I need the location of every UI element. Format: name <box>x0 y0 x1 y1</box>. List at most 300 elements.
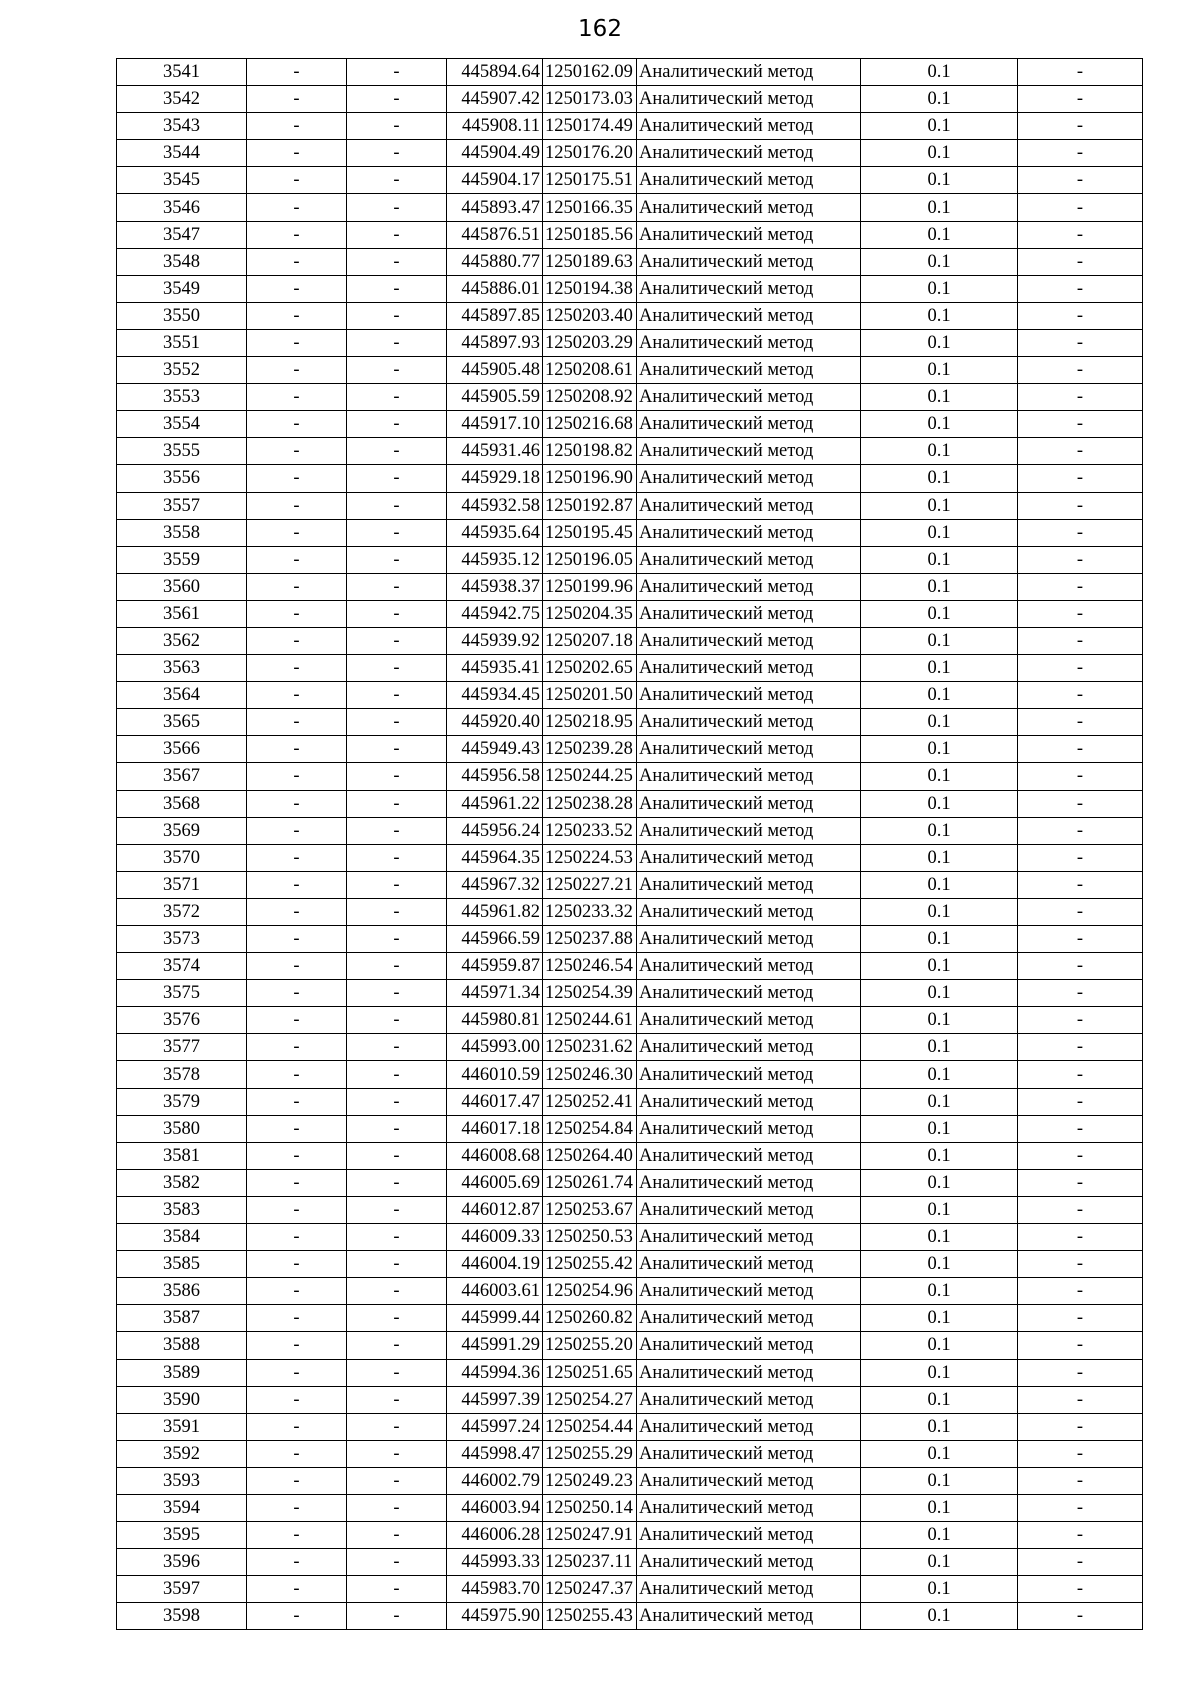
column-2-cell: - <box>247 926 347 953</box>
column-3-cell: - <box>347 763 447 790</box>
point-number-cell: 3578 <box>117 1061 247 1088</box>
accuracy-cell: 0.1 <box>861 302 1018 329</box>
method-cell: Аналитический метод <box>637 86 861 113</box>
accuracy-cell: 0.1 <box>861 411 1018 438</box>
table-row <box>117 980 1143 1007</box>
accuracy-cell: 0.1 <box>861 926 1018 953</box>
column-8-cell: - <box>1018 1467 1143 1494</box>
point-number-cell: 3588 <box>117 1332 247 1359</box>
y-coordinate-cell: 1250175.51 <box>543 167 637 194</box>
column-8-cell: - <box>1018 1522 1143 1549</box>
y-coordinate-cell: 1250254.44 <box>543 1413 637 1440</box>
point-number-cell: 3558 <box>117 519 247 546</box>
y-coordinate-cell: 1250233.32 <box>543 898 637 925</box>
column-8-cell: - <box>1018 926 1143 953</box>
column-8-cell: - <box>1018 600 1143 627</box>
page-number: 162 <box>578 16 622 42</box>
point-number-cell: 3551 <box>117 329 247 356</box>
column-3-cell: - <box>347 1305 447 1332</box>
column-2-cell: - <box>247 1305 347 1332</box>
column-8-cell: - <box>1018 980 1143 1007</box>
column-8-cell: - <box>1018 1278 1143 1305</box>
method-cell: Аналитический метод <box>637 1224 861 1251</box>
y-coordinate-cell: 1250203.40 <box>543 302 637 329</box>
x-coordinate-cell: 445942.75 <box>447 600 543 627</box>
column-2-cell: - <box>247 221 347 248</box>
x-coordinate-cell: 445897.93 <box>447 329 543 356</box>
column-8-cell: - <box>1018 573 1143 600</box>
column-2-cell: - <box>247 302 347 329</box>
accuracy-cell: 0.1 <box>861 763 1018 790</box>
column-2-cell: - <box>247 1467 347 1494</box>
x-coordinate-cell: 445931.46 <box>447 438 543 465</box>
x-coordinate-cell: 446003.94 <box>447 1494 543 1521</box>
method-cell: Аналитический метод <box>637 709 861 736</box>
column-8-cell: - <box>1018 790 1143 817</box>
column-3-cell: - <box>347 1386 447 1413</box>
y-coordinate-cell: 1250201.50 <box>543 682 637 709</box>
table-row <box>117 140 1143 167</box>
method-cell: Аналитический метод <box>637 438 861 465</box>
column-2-cell: - <box>247 980 347 1007</box>
column-3-cell: - <box>347 736 447 763</box>
column-8-cell: - <box>1018 357 1143 384</box>
column-8-cell: - <box>1018 492 1143 519</box>
column-8-cell: - <box>1018 329 1143 356</box>
method-cell: Аналитический метод <box>637 167 861 194</box>
accuracy-cell: 0.1 <box>861 627 1018 654</box>
table-row <box>117 600 1143 627</box>
y-coordinate-cell: 1250246.54 <box>543 953 637 980</box>
x-coordinate-cell: 445939.92 <box>447 627 543 654</box>
accuracy-cell: 0.1 <box>861 1386 1018 1413</box>
column-8-cell: - <box>1018 1142 1143 1169</box>
point-number-cell: 3596 <box>117 1549 247 1576</box>
point-number-cell: 3548 <box>117 248 247 275</box>
method-cell: Аналитический метод <box>637 1386 861 1413</box>
table-row <box>117 1603 1143 1630</box>
method-cell: Аналитический метод <box>637 980 861 1007</box>
y-coordinate-cell: 1250247.91 <box>543 1522 637 1549</box>
accuracy-cell: 0.1 <box>861 1251 1018 1278</box>
column-2-cell: - <box>247 573 347 600</box>
point-number-cell: 3552 <box>117 357 247 384</box>
accuracy-cell: 0.1 <box>861 113 1018 140</box>
column-2-cell: - <box>247 329 347 356</box>
accuracy-cell: 0.1 <box>861 1224 1018 1251</box>
column-3-cell: - <box>347 1576 447 1603</box>
x-coordinate-cell: 445917.10 <box>447 411 543 438</box>
point-number-cell: 3590 <box>117 1386 247 1413</box>
accuracy-cell: 0.1 <box>861 1467 1018 1494</box>
x-coordinate-cell: 445991.29 <box>447 1332 543 1359</box>
method-cell: Аналитический метод <box>637 140 861 167</box>
column-2-cell: - <box>247 113 347 140</box>
accuracy-cell: 0.1 <box>861 898 1018 925</box>
column-2-cell: - <box>247 709 347 736</box>
y-coordinate-cell: 1250250.53 <box>543 1224 637 1251</box>
column-8-cell: - <box>1018 465 1143 492</box>
column-2-cell: - <box>247 1549 347 1576</box>
table-row <box>117 492 1143 519</box>
accuracy-cell: 0.1 <box>861 438 1018 465</box>
accuracy-cell: 0.1 <box>861 655 1018 682</box>
column-3-cell: - <box>347 1494 447 1521</box>
column-3-cell: - <box>347 898 447 925</box>
accuracy-cell: 0.1 <box>861 1359 1018 1386</box>
column-8-cell: - <box>1018 1007 1143 1034</box>
column-2-cell: - <box>247 519 347 546</box>
table-row <box>117 573 1143 600</box>
accuracy-cell: 0.1 <box>861 194 1018 221</box>
y-coordinate-cell: 1250196.05 <box>543 546 637 573</box>
y-coordinate-cell: 1250204.35 <box>543 600 637 627</box>
x-coordinate-cell: 445959.87 <box>447 953 543 980</box>
point-number-cell: 3547 <box>117 221 247 248</box>
column-8-cell: - <box>1018 194 1143 221</box>
accuracy-cell: 0.1 <box>861 384 1018 411</box>
y-coordinate-cell: 1250208.61 <box>543 357 637 384</box>
point-number-cell: 3579 <box>117 1088 247 1115</box>
x-coordinate-cell: 445905.59 <box>447 384 543 411</box>
y-coordinate-cell: 1250253.67 <box>543 1196 637 1223</box>
x-coordinate-cell: 445893.47 <box>447 194 543 221</box>
table-row <box>117 682 1143 709</box>
column-3-cell: - <box>347 1413 447 1440</box>
column-8-cell: - <box>1018 655 1143 682</box>
y-coordinate-cell: 1250194.38 <box>543 275 637 302</box>
method-cell: Аналитический метод <box>637 1494 861 1521</box>
column-2-cell: - <box>247 790 347 817</box>
column-3-cell: - <box>347 275 447 302</box>
point-number-cell: 3567 <box>117 763 247 790</box>
x-coordinate-cell: 445880.77 <box>447 248 543 275</box>
point-number-cell: 3593 <box>117 1467 247 1494</box>
method-cell: Аналитический метод <box>637 1467 861 1494</box>
accuracy-cell: 0.1 <box>861 492 1018 519</box>
column-8-cell: - <box>1018 1305 1143 1332</box>
method-cell: Аналитический метод <box>637 1142 861 1169</box>
table-row <box>117 817 1143 844</box>
table-row <box>117 736 1143 763</box>
accuracy-cell: 0.1 <box>861 167 1018 194</box>
column-8-cell: - <box>1018 1169 1143 1196</box>
y-coordinate-cell: 1250202.65 <box>543 655 637 682</box>
x-coordinate-cell: 445935.12 <box>447 546 543 573</box>
x-coordinate-cell: 446017.47 <box>447 1088 543 1115</box>
column-8-cell: - <box>1018 898 1143 925</box>
accuracy-cell: 0.1 <box>861 1088 1018 1115</box>
table-row <box>117 1278 1143 1305</box>
method-cell: Аналитический метод <box>637 384 861 411</box>
column-3-cell: - <box>347 329 447 356</box>
accuracy-cell: 0.1 <box>861 1169 1018 1196</box>
column-3-cell: - <box>347 600 447 627</box>
column-2-cell: - <box>247 357 347 384</box>
column-2-cell: - <box>247 465 347 492</box>
column-3-cell: - <box>347 627 447 654</box>
y-coordinate-cell: 1250196.90 <box>543 465 637 492</box>
y-coordinate-cell: 1250189.63 <box>543 248 637 275</box>
y-coordinate-cell: 1250249.23 <box>543 1467 637 1494</box>
column-8-cell: - <box>1018 817 1143 844</box>
table-row <box>117 1224 1143 1251</box>
point-number-cell: 3595 <box>117 1522 247 1549</box>
column-3-cell: - <box>347 465 447 492</box>
column-2-cell: - <box>247 1494 347 1521</box>
y-coordinate-cell: 1250250.14 <box>543 1494 637 1521</box>
column-2-cell: - <box>247 1169 347 1196</box>
point-number-cell: 3563 <box>117 655 247 682</box>
point-number-cell: 3555 <box>117 438 247 465</box>
x-coordinate-cell: 446017.18 <box>447 1115 543 1142</box>
accuracy-cell: 0.1 <box>861 1549 1018 1576</box>
column-3-cell: - <box>347 1278 447 1305</box>
accuracy-cell: 0.1 <box>861 59 1018 86</box>
y-coordinate-cell: 1250254.84 <box>543 1115 637 1142</box>
method-cell: Аналитический метод <box>637 573 861 600</box>
y-coordinate-cell: 1250207.18 <box>543 627 637 654</box>
accuracy-cell: 0.1 <box>861 709 1018 736</box>
column-8-cell: - <box>1018 1359 1143 1386</box>
column-3-cell: - <box>347 194 447 221</box>
column-2-cell: - <box>247 655 347 682</box>
point-number-cell: 3583 <box>117 1196 247 1223</box>
column-8-cell: - <box>1018 384 1143 411</box>
point-number-cell: 3577 <box>117 1034 247 1061</box>
column-3-cell: - <box>347 1034 447 1061</box>
column-2-cell: - <box>247 194 347 221</box>
column-2-cell: - <box>247 1440 347 1467</box>
y-coordinate-cell: 1250224.53 <box>543 844 637 871</box>
point-number-cell: 3597 <box>117 1576 247 1603</box>
point-number-cell: 3594 <box>117 1494 247 1521</box>
x-coordinate-cell: 446004.19 <box>447 1251 543 1278</box>
column-2-cell: - <box>247 384 347 411</box>
column-3-cell: - <box>347 59 447 86</box>
column-2-cell: - <box>247 1034 347 1061</box>
column-8-cell: - <box>1018 113 1143 140</box>
column-8-cell: - <box>1018 1549 1143 1576</box>
point-number-cell: 3570 <box>117 844 247 871</box>
table-row <box>117 844 1143 871</box>
column-2-cell: - <box>247 1386 347 1413</box>
method-cell: Аналитический метод <box>637 1522 861 1549</box>
point-number-cell: 3553 <box>117 384 247 411</box>
column-2-cell: - <box>247 736 347 763</box>
point-number-cell: 3565 <box>117 709 247 736</box>
accuracy-cell: 0.1 <box>861 1007 1018 1034</box>
column-3-cell: - <box>347 492 447 519</box>
point-number-cell: 3582 <box>117 1169 247 1196</box>
accuracy-cell: 0.1 <box>861 1494 1018 1521</box>
table-row <box>117 465 1143 492</box>
x-coordinate-cell: 445956.24 <box>447 817 543 844</box>
y-coordinate-cell: 1250233.52 <box>543 817 637 844</box>
y-coordinate-cell: 1250195.45 <box>543 519 637 546</box>
y-coordinate-cell: 1250251.65 <box>543 1359 637 1386</box>
method-cell: Аналитический метод <box>637 763 861 790</box>
column-2-cell: - <box>247 600 347 627</box>
x-coordinate-cell: 445949.43 <box>447 736 543 763</box>
x-coordinate-cell: 446003.61 <box>447 1278 543 1305</box>
y-coordinate-cell: 1250255.42 <box>543 1251 637 1278</box>
method-cell: Аналитический метод <box>637 926 861 953</box>
y-coordinate-cell: 1250218.95 <box>543 709 637 736</box>
table-row <box>117 329 1143 356</box>
table-row <box>117 167 1143 194</box>
method-cell: Аналитический метод <box>637 1332 861 1359</box>
column-3-cell: - <box>347 519 447 546</box>
y-coordinate-cell: 1250208.92 <box>543 384 637 411</box>
method-cell: Аналитический метод <box>637 790 861 817</box>
x-coordinate-cell: 446005.69 <box>447 1169 543 1196</box>
column-2-cell: - <box>247 86 347 113</box>
point-number-cell: 3591 <box>117 1413 247 1440</box>
table-row <box>117 357 1143 384</box>
x-coordinate-cell: 445999.44 <box>447 1305 543 1332</box>
method-cell: Аналитический метод <box>637 1549 861 1576</box>
method-cell: Аналитический метод <box>637 953 861 980</box>
table-row <box>117 411 1143 438</box>
column-8-cell: - <box>1018 682 1143 709</box>
x-coordinate-cell: 445935.41 <box>447 655 543 682</box>
table-row <box>117 1522 1143 1549</box>
y-coordinate-cell: 1250252.41 <box>543 1088 637 1115</box>
x-coordinate-cell: 445961.82 <box>447 898 543 925</box>
point-number-cell: 3561 <box>117 600 247 627</box>
method-cell: Аналитический метод <box>637 329 861 356</box>
column-3-cell: - <box>347 682 447 709</box>
table-row <box>117 1413 1143 1440</box>
accuracy-cell: 0.1 <box>861 221 1018 248</box>
table-row <box>117 221 1143 248</box>
x-coordinate-cell: 445967.32 <box>447 871 543 898</box>
accuracy-cell: 0.1 <box>861 817 1018 844</box>
column-8-cell: - <box>1018 248 1143 275</box>
point-number-cell: 3544 <box>117 140 247 167</box>
point-number-cell: 3543 <box>117 113 247 140</box>
column-3-cell: - <box>347 546 447 573</box>
accuracy-cell: 0.1 <box>861 1278 1018 1305</box>
accuracy-cell: 0.1 <box>861 1332 1018 1359</box>
y-coordinate-cell: 1250255.29 <box>543 1440 637 1467</box>
point-number-cell: 3586 <box>117 1278 247 1305</box>
y-coordinate-cell: 1250192.87 <box>543 492 637 519</box>
column-8-cell: - <box>1018 736 1143 763</box>
table-row <box>117 1061 1143 1088</box>
x-coordinate-cell: 445994.36 <box>447 1359 543 1386</box>
method-cell: Аналитический метод <box>637 1007 861 1034</box>
accuracy-cell: 0.1 <box>861 980 1018 1007</box>
column-2-cell: - <box>247 1359 347 1386</box>
column-8-cell: - <box>1018 1576 1143 1603</box>
table-row <box>117 546 1143 573</box>
point-number-cell: 3569 <box>117 817 247 844</box>
accuracy-cell: 0.1 <box>861 546 1018 573</box>
x-coordinate-cell: 445907.42 <box>447 86 543 113</box>
method-cell: Аналитический метод <box>637 1115 861 1142</box>
point-number-cell: 3554 <box>117 411 247 438</box>
method-cell: Аналитический метод <box>637 59 861 86</box>
table-row <box>117 953 1143 980</box>
table-row <box>117 248 1143 275</box>
x-coordinate-cell: 445904.17 <box>447 167 543 194</box>
method-cell: Аналитический метод <box>637 844 861 871</box>
x-coordinate-cell: 445886.01 <box>447 275 543 302</box>
point-number-cell: 3584 <box>117 1224 247 1251</box>
column-3-cell: - <box>347 1007 447 1034</box>
coordinates-table <box>116 58 1143 1630</box>
point-number-cell: 3568 <box>117 790 247 817</box>
column-3-cell: - <box>347 655 447 682</box>
column-3-cell: - <box>347 1522 447 1549</box>
x-coordinate-cell: 445938.37 <box>447 573 543 600</box>
table-row <box>117 709 1143 736</box>
column-8-cell: - <box>1018 953 1143 980</box>
column-3-cell: - <box>347 1169 447 1196</box>
x-coordinate-cell: 445993.00 <box>447 1034 543 1061</box>
column-8-cell: - <box>1018 1115 1143 1142</box>
point-number-cell: 3572 <box>117 898 247 925</box>
column-2-cell: - <box>247 1278 347 1305</box>
x-coordinate-cell: 446002.79 <box>447 1467 543 1494</box>
x-coordinate-cell: 445894.64 <box>447 59 543 86</box>
x-coordinate-cell: 445983.70 <box>447 1576 543 1603</box>
table-row <box>117 384 1143 411</box>
table-row <box>117 1332 1143 1359</box>
method-cell: Аналитический метод <box>637 1305 861 1332</box>
method-cell: Аналитический метод <box>637 1061 861 1088</box>
point-number-cell: 3556 <box>117 465 247 492</box>
method-cell: Аналитический метод <box>637 1278 861 1305</box>
column-8-cell: - <box>1018 1061 1143 1088</box>
column-2-cell: - <box>247 627 347 654</box>
y-coordinate-cell: 1250255.20 <box>543 1332 637 1359</box>
column-8-cell: - <box>1018 1603 1143 1630</box>
accuracy-cell: 0.1 <box>861 1061 1018 1088</box>
x-coordinate-cell: 446010.59 <box>447 1061 543 1088</box>
y-coordinate-cell: 1250238.28 <box>543 790 637 817</box>
table-row <box>117 1576 1143 1603</box>
table-row <box>117 790 1143 817</box>
accuracy-cell: 0.1 <box>861 600 1018 627</box>
x-coordinate-cell: 445932.58 <box>447 492 543 519</box>
method-cell: Аналитический метод <box>637 817 861 844</box>
method-cell: Аналитический метод <box>637 1413 861 1440</box>
column-8-cell: - <box>1018 546 1143 573</box>
accuracy-cell: 0.1 <box>861 248 1018 275</box>
x-coordinate-cell: 445964.35 <box>447 844 543 871</box>
x-coordinate-cell: 445956.58 <box>447 763 543 790</box>
y-coordinate-cell: 1250254.96 <box>543 1278 637 1305</box>
table-row <box>117 275 1143 302</box>
y-coordinate-cell: 1250247.37 <box>543 1576 637 1603</box>
column-3-cell: - <box>347 1549 447 1576</box>
method-cell: Аналитический метод <box>637 1576 861 1603</box>
column-2-cell: - <box>247 59 347 86</box>
point-number-cell: 3557 <box>117 492 247 519</box>
y-coordinate-cell: 1250174.49 <box>543 113 637 140</box>
column-2-cell: - <box>247 682 347 709</box>
y-coordinate-cell: 1250239.28 <box>543 736 637 763</box>
column-8-cell: - <box>1018 1088 1143 1115</box>
y-coordinate-cell: 1250198.82 <box>543 438 637 465</box>
x-coordinate-cell: 445961.22 <box>447 790 543 817</box>
accuracy-cell: 0.1 <box>861 844 1018 871</box>
point-number-cell: 3559 <box>117 546 247 573</box>
accuracy-cell: 0.1 <box>861 329 1018 356</box>
